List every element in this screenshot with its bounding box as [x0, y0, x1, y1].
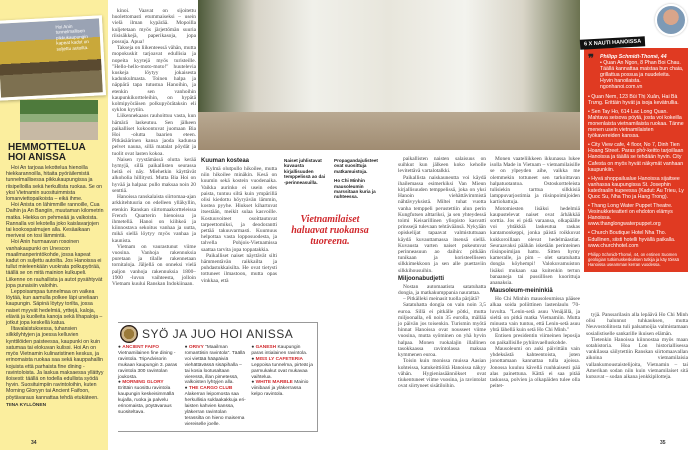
column-c	[398, 156, 486, 389]
list-item: ● ORIVY "Maailman romanttisin ravintola". Täällä voi viettää hääpäiviä viehättävässä sisäpihalla – tai kosia lootusaltaan vieressä, illan pimetessä, valkoisten lyhtyjen alla.	[184, 345, 245, 386]
ao-dai-women-photo	[198, 0, 580, 150]
photo-caption: Naiset juhlistavat kuvausta kirjallisuuden temppelissä ao dai -perinneasuilla.	[284, 158, 326, 185]
food-bowl-photo	[120, 325, 138, 343]
list-item: ● WHITE MARBLE Mainio viinibaari ja yläkerrassa kelpo ravintola.	[251, 380, 309, 398]
eat-and-drink-box	[118, 322, 318, 432]
paragraph: Iltavalaistuksessa, tuhansien silkkilyhtyjen ja joessa kelluvien kynttilöiden paisteessa, kaupunki on kuin satumaa tai elokuvan kulissi. Hoi An on myös Vietnamin kulinaristinen keskus, ja erinomaista ruokaa saa sekä kauppahallin kojuista että parhaista fine dining -ravintoloista. Ja laskua maksaessa yllättyy iloisesti: täällä on todella edullista syödä hyvin. Suosituimpiin ravintoloihin, kuten Morning Gloryyn tai Ancient Faifoon, pöytävaraus kannattaa tehdä etukäteen.	[6, 326, 104, 401]
captions-group	[334, 158, 376, 200]
tip-item: ❞ Philipp Schmidt-Thomé, 44 • Quan An Ngon, 8 Phan Boi Chau. Täällä kannattaa maistaa bun chaia, grillattua possua ja nuudeleita. Hyvin hanoilaista. ngonhanoi.com.vn	[588, 53, 684, 91]
paragraph: Paikalliset naiset näyttävät silti hämmentävän raikkailta ja puhdastukkaisilta. He ovat tietysti tottuneet ilmastoon, mutta opas vinkkaa, että	[201, 252, 277, 284]
tip-item: • Hyvä shoppailualue Hanoissa sijaitsee vanhassa kaupungissa St. Josephin katedraalin kupeessa (Kadut: Au Trieu, Ly Quoc Su, Nha Tho ja Hang Trong).	[588, 175, 684, 200]
paragraph: kinoi. Vaavat on sijoitettu huolettomasti etummaiseksi – usein vielä ilman kypärää. Mopoilla kuljetetaan myös järjettömän suuria riisisäkkejä, paperikasoja, jopa possuja. Apua!	[112, 8, 196, 46]
paragraph: paikallisten naisten salaisuus on suihkut kun jälkeen koko keholle levitettävä vartalotalkki.	[398, 156, 486, 175]
bio: Philipp Schmidt-Thomé, 44, on entinen Suomen geologian tutkimuskeskuksen tutkija ja käy töissä Hanoissa useamman kerran vuodessa.	[588, 251, 680, 267]
paragraph: Toisin kuin monissa muissa Aasian kohteissa, katukeittiöitä Hanoissa näkyy vähän. Hygieniasäännökset ovat tiukentuneet viime vuosina, ja ravintolat ovat siirtyneet sisätiloihin.	[398, 358, 486, 390]
paragraph: Naisen ryystämässä olutta kerää hymyjä, sillä paikallisten seurassa heitä ei näy. Miehetkin käyttävät alkoholia hillitysti. Mutta Bia Hoi on hyvää ja halpaa: pullo maksaa noin 20 senttiä.	[112, 156, 196, 194]
hoi-an-bridge-photo	[0, 15, 106, 101]
list-item: ● ANCIENT FAIFO Vietnamilainen fine dining -ravintola. TripAdvisorin mukaan kaupungin 3. paras ravintola 300 ravintolan joukosta.	[118, 345, 178, 380]
paragraph: Nostan automaatista satatuhatta dongia, ja matkakumppania naurattaa.	[398, 283, 486, 297]
pull-quote: Vietnamilaiset haluavat ruokansa tuoreena.	[291, 214, 369, 247]
section-heading: Kuuman kosteaa	[201, 158, 250, 164]
column-e	[586, 312, 688, 380]
list-item: ● THE CARGO CLUB Alakerran leipomosta saa herkullisia suklaakakkuja eri-laisten kahvien kanssa, yläkerran ravintolan terassilta on hieno maisema viereiselle joelle.	[184, 386, 246, 427]
hoi-an-street-photo	[20, 100, 98, 140]
paragraph: Mausoleumi on auki päivittäin vain yhdeksästä kahteentoista, joten jonottamaan kannattaa tulla ajoissa. Jonossa kuuluu kävellä ruuhkaisesti pää alas painettuna. Kättä ei saa pitää taskussa, polvien ja olkapäiden tulee olla peitet-	[490, 345, 580, 390]
list-item: ● MISS LY CAFETERIA Leppoisa tunnelma, pirteät ja parmukakut ovat mukavaa vaihtelua.	[251, 356, 313, 380]
paragraph: Vietnam on vaurastunut viime vuosina. Vanhoja rakennuksia puretaan ja tilalle rakennetaan tornitaloja. Jäljellä on onneksi vielä paljon vanhoja rakennuksia 1800–1900 -luvun vaihteesta, jolloin Vietnam kuului Ranskan Indokiinaan.	[112, 243, 196, 287]
paragraph: Leppoisampaa tunnelmaa on vaikea löytää, kun aamulla polkee läpi uneliaan kaupungin. Säpinä löytyy torilta, jossa naiset myyvät hedelmiä, yrttejä, kaloja, eläviä ja kuolleita kanoja sekä lihapaloja – jotkut jopa keskellä katua.	[6, 289, 103, 327]
paragraph: Entisen presidentin viimeinen leposija on paikallisille pyhiinvaelluskohde.	[490, 333, 580, 346]
paragraph: Hanoissa ranskalaista siirtomaa-ajan arkkitehtuuria on edelleen ylläkyllin, etenkin Ranskan siirtomaakortteleissa French Quarterin hienoissa ja ihmetellä. Hanoi on kiihkeä ja kiinnostava sekoitus vanhaa ja uutta, mikä siellä löytyy myös vanhaa ja kaunista.	[112, 194, 196, 244]
tip-item: • Quan Nem, 123 Bùi Thị Xuân, Hai Bà Trưng. Erittäin hyvät ja isoja kevätrullia.	[588, 93, 679, 106]
box-title: SYÖ JA JUO HOI ANISSA	[142, 327, 294, 341]
paragraph: Monen vaateliikkeen ikkunassa lukee isolla Made in Vietnam – vietnamilaisille se on ylpeyden aihe, vaikka me olemmekin tottuneet sen tarkoittavan halpatuotantoa. Ostoskortteleista tulisiekin tarttua silkkisiä lamppuvarjostimia ja riisinpoimijoiden kartiohattuja.	[490, 156, 580, 206]
column-a	[112, 8, 196, 287]
column-d	[490, 156, 580, 389]
photo-caption: Propagandajulisteet ovat suosittuja matkamuistoja.	[334, 158, 378, 174]
list-item: ● GANESH Kaupungin paras intialainen ravintola.	[251, 345, 308, 356]
photo-caption: Hoi Anin tunnelmallisen pikkukaupungin kapeat kadut on suljettu autoilta.	[55, 23, 90, 52]
list-item: ● MORNING GLORY Erittäin suosittu ravintola kaupungin keskeisimmällä kujalla, ruoka ja palvelu erinomaista, pöytävaraus suositeltava.	[118, 380, 174, 415]
paragraph: Motomiesten lisäksi hedelmiä kaupustelevat naiset ovat ärhäkkää sorttia. Jos ei pidä varaansa, olkapäälle voi yhtäkkiä laskeutua raskas kantamonkeppi, jonka päistä roikkuvat kukkoroillaan olevat hedelmäastiat. Seuraavaksi päähän isketään perinteinen riisinpoimijan hattu. Sitten hymy kameralle, ja pim – olet satatuhatta dongia köyhempi! Valokuvamuiston lisäksi mukaan saa kuitenkin tertun banaaneja tai pussillisen kuorittuja ananaksia.	[490, 205, 580, 287]
paragraph: Hoi Anista on lähimmille rannoille, Cua Daihin ja An Bangiin, muutaman kilometrin matka. Hiekka on pehmeää ja valkoista. Rannalla voi lekotella joko kaislavarjojen tai kookospalmujen alla. Kesäaikaan merivesi on tosi lämmintä.	[6, 202, 104, 240]
photo-caption: Ho Chi Minhin mausoleumin marssitaan kuria ja nuhteessa.	[334, 178, 376, 200]
paragraph: Liikennekaaos rauhoittuu vasta, kun hämärä laskeutuu. Sen jälkeen paikalliset kokoontuvat juomaan Bia Hoi -olutta baarien eteen. Pitkäsäärinen kansa jaoda kadunsa pelvet nauna, sillä matalat pöydät ja tuolit ovat lasten kokoa.	[112, 113, 196, 157]
paragraph: tyjä. Panssarilasin alla lepäävä Ho Chi Minh olisi halunnut tuhkauksen, mutta Neuvostoliitosta tuli palsamoijia valmistamaan sosialistiselle sankarille ikuisen elämän.	[586, 312, 688, 337]
page-number-right: 35	[660, 440, 666, 446]
paragraph: Kylmä olutpullo hikoilee, mutta niin hikoilee minäkin. Kesä on kuumin sekä kostein vuodenaika. Vaikka aurinko ei usein edes paista, tuntuu siltä kuin ympärillä olisi kiedottu höyryävän lämmin, kostea pyyhe. Hiukset kihartuvat itsestään, meikit sulaa kasvoille. Kostuuvoiteet osoittautuvat tarpeettomiksi, ja deodorantti pettää takuuvarmasti. Kuumuus helpottaa vasta lopposuodesta, ja talvella Pohjois-Vietnamissa saattaa tarvita jopa toppatakkia.	[201, 166, 277, 253]
paragraph: Hoi Anin hurmaavan rosoinen vanhakaupunki on Unescon maailmanperintökohde, jossa kapeat kadut on suljettu autoilta. Jos Hanoissa ei tullut mieleenkään vuokrata polkupyörää, täällä se on mitä mainion kulkupeli. Liikenne on rauhallista ja autot pysähtyvät jopa punaisiin valoihin.	[6, 239, 103, 289]
tip-item: • City View cafe, 4 floor, No 7, Dinh Tien Hoang Street. Paras phở-keitto tarjoillaan Hanoissa ja täällä se tehdään hyvin. City Cafesta on myös hyvät näkymät vanhaan kaupunkiin.	[588, 142, 684, 173]
paragraph: – Pitkälleki meinasit tuolla pärjätä?	[403, 296, 480, 303]
section-heading: Miljoonabudjetti	[398, 275, 444, 282]
section-heading: Mausoleum-meininkiä	[490, 288, 553, 295]
paragraph: Paikallista naiskauneutta voi käydä ihailemassa esimerkiksi Van Mieun kirjallisuuden temppelissä, joka on yksi Hanoin viehättävimmistä nähtävyyksistä. Miltei tuhat vuotta vanha temppeli perustettiin alun perin Kungfutsen alttariksi, ja sen yhteydessä toimi Keisarillinen yliopisto kasvatti prinssejä tulevaan tehtäväänsä. Nykyään opiskelijat tapaavat valmistuttuaan käydä kuvauttamassa itsensä siellä. Kuvausta varten naiset pukeutuvat perinneasuun ao daihin: pitkään tunikaan ja koristeelliseen silkkimekkoon ja sen alle puettaviin silkkihousuihin.	[398, 174, 486, 274]
page-number-left: 34	[31, 440, 37, 446]
paragraph: Ho Chi Minhin mausoleumissa pääsee alkaa soida poliittinen lastenlaulu '70-luvulta. "Lenin-setä asuu Venäjällä, ja sieltä on pitkä matka Vietnamiin. Mutta minusta vain tuntuu, että Lenin-setä asuu yhtä lähellä kuin setä Ho Chi Minh."	[490, 296, 580, 334]
tips-banner: 6 X NAUTI HANOISSA	[580, 36, 646, 49]
avatar	[655, 4, 687, 36]
quote-icon: ❞	[588, 53, 594, 65]
person-name: Philipp Schmidt-Thomé, 44	[600, 54, 667, 60]
tip-item: • Sen Tay Ho, 614 Lac Long Quan. Mahtava seisova pöytä, josta voi kokeilla monenlaista vietnamilaista ruokaa. Tänne menen usein vietnamilaisten työkavereiden kanssa.	[588, 108, 684, 140]
tip-item: • Thang Long Water Puppet Theatre. Vesinukketeatteri on ehdoton elämys Hanoissa. www.thanglongwaterpuppet.org	[588, 203, 673, 228]
tip-item: • Church Boutique Hotel Nha Tho. Edullinen, siisti hotelli hyvällä paikalla. www.churchhotel.com	[588, 230, 676, 249]
sidebar-body	[6, 165, 104, 409]
sidebar-title: HEMMOTTELUA HOI ANISSA	[8, 142, 86, 163]
paragraph: Tietenkin Hanoissa kiinnostaa myös maan sotahistoria. Hoa Lon historiallisessa vankilassa säilytettiin Ranskan siirtomaavallan aikoina vietnamilaisia vallankumoustaistelijoita, Vietnamin – tai Amerikan sodan niin kuin vietnamilaiset sitä kutsuvat – sodan aikana jenkkipilotteja.	[586, 336, 688, 381]
column-b	[201, 156, 277, 284]
paragraph: Hoi An tarjoaa lekottelua hienoilla hiekkarannoilla, hitaita pyöräilemistä tunnelmallisessa pikkukaupungissa ja riisipelloilla sekä herkullista ruokaa. Se on yksi Vietnamin suosituimmista lomanviettopaikoista – eikä ihme.	[6, 165, 103, 203]
author: TIINA KYLLÖNEN	[6, 402, 47, 408]
tips-box	[584, 48, 688, 272]
paragraph: Satatuhatta dongia on vain noin 3,5 euroa. Sillä ei pitkälle pötki, mutta miljoonalla, eli noin 35 eurolla, mällää jo päivän jos toisenkin. Turismin myötä hinnat Hanoissa ovat nousseet viime vuosina, mutta syöminen on yhä hyvin halpaa. Monen ruokalajin illallinen tasokkaassa ravintolassa maksaa kymmenen euroa.	[398, 302, 486, 359]
paragraph: Takseja on liikenteessä vähän, mutta mopokuskit tarjoavat edullisia ja nopeita kyytejä myös turisteille. "Hello-hello-moto-moto!" huutelevia kuskeja löytyy jokaisesta kadunkulmasta. Toinen halpa ja näppärä tapa tutustua Hanoihin, ja etenkin sen vanhoihin kaupunkikortteleihin, on hypätä kolmipyöräisen polkupyörätaksin eli syklon kyytiin.	[112, 45, 196, 114]
